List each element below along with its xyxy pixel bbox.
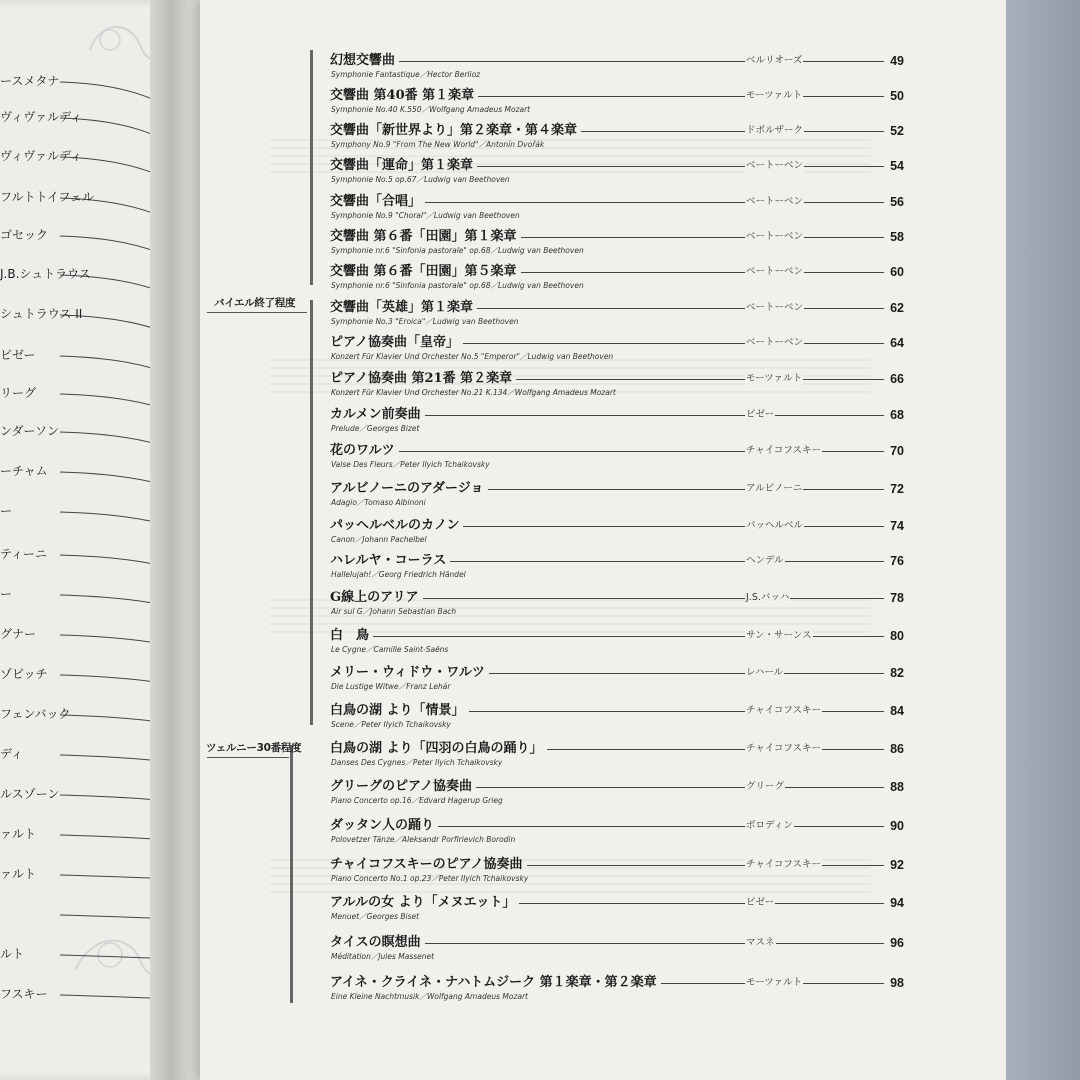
toc-entry[interactable] xyxy=(330,264,904,298)
entry-subtitle: Valse Des Fleurs／Peter Ilyich Tchaikovsky xyxy=(331,460,490,469)
entry-title: タイスの瞑想曲 xyxy=(330,935,421,950)
entry-title: 交響曲「運命」第１楽章 xyxy=(330,158,474,173)
left-entry-title: ディ xyxy=(0,747,24,761)
entry-composer: ベートーベン xyxy=(746,160,804,171)
left-entry-title: ァルト xyxy=(0,827,37,841)
leader-line xyxy=(547,749,884,750)
left-entry-title: ルスゾーン xyxy=(0,787,60,801)
toc-entry[interactable] xyxy=(330,53,904,87)
leader-line xyxy=(438,826,884,827)
entry-page-number: 82 xyxy=(890,666,904,680)
leader-line xyxy=(463,343,884,344)
entry-page-number: 70 xyxy=(890,444,904,458)
entry-subtitle: Symphonie No.40 K.550／Wolfgang Amadeus Mozart xyxy=(331,105,531,114)
entry-subtitle: Symphonie nr.6 "Sinfonia pastorale" op.68／Ludwig van Beethoven xyxy=(331,246,584,255)
leader-line xyxy=(519,903,884,904)
entry-subtitle: Polovetzer Tänze／Aleksandr Porfirievich Borodin xyxy=(331,835,516,844)
entry-title: 交響曲「合唱」 xyxy=(330,194,422,209)
entry-page-number: 86 xyxy=(890,742,904,756)
toc-entry[interactable] xyxy=(330,818,904,852)
desk-background xyxy=(1006,0,1080,1080)
entry-page-number: 64 xyxy=(890,336,904,350)
entry-page-number: 90 xyxy=(890,819,904,833)
entry-title: 白鳥の湖 より「四羽の白鳥の踊り」 xyxy=(330,741,543,756)
entry-title: 幻想交響曲 xyxy=(330,53,396,68)
leader-line xyxy=(476,787,884,788)
entry-subtitle: Eine Kleine Nachtmusik／Wolfgang Amadeus Mozart xyxy=(331,992,528,1001)
toc-entry[interactable] xyxy=(330,895,904,929)
entry-title: ピアノ協奏曲「皇帝」 xyxy=(330,335,459,350)
toc-entry[interactable] xyxy=(330,975,904,1009)
left-entry-title: ビゼー xyxy=(0,348,36,362)
entry-composer: ビゼー xyxy=(746,409,775,420)
leader-line xyxy=(488,489,884,490)
entry-page-number: 74 xyxy=(890,519,904,533)
entry-composer: チャイコフスキー xyxy=(746,743,821,754)
toc-entry[interactable] xyxy=(330,371,904,405)
left-entry-title: ァルト xyxy=(0,867,37,881)
entry-subtitle: Symphonie nr.6 "Sinfonia pastorale" op.68／Ludwig van Beethoven xyxy=(331,281,584,290)
leader-line xyxy=(489,673,884,674)
leader-line xyxy=(477,166,884,167)
entry-composer: ベートーベン xyxy=(746,337,804,348)
entry-page-number: 96 xyxy=(890,936,904,950)
leader-line xyxy=(463,526,884,527)
toc-entry[interactable] xyxy=(330,857,904,891)
entry-subtitle: Konzert Für Klavier Und Orchester No.5 "Emperor"／Ludwig van Beethoven xyxy=(331,352,614,361)
entry-subtitle: Konzert Für Klavier Und Orchester No.21 K.134／Wolfgang Amadeus Mozart xyxy=(331,388,616,397)
entry-composer: パッヘルベル xyxy=(746,520,804,531)
toc-entry[interactable] xyxy=(330,88,904,122)
entry-composer: ボロディン xyxy=(746,820,793,831)
entry-subtitle: Adagio／Tomaso Albinoni xyxy=(331,498,426,507)
entry-composer: チャイコフスキー xyxy=(746,705,821,716)
toc-entry[interactable] xyxy=(330,665,904,699)
entry-composer: チャイコフスキー xyxy=(746,445,821,456)
entry-composer: サン・サーンス xyxy=(746,630,812,641)
toc-entry[interactable] xyxy=(330,407,904,441)
entry-title: アルルの女 より「メヌエット」 xyxy=(330,895,516,910)
entry-page-number: 78 xyxy=(890,591,904,605)
left-entry-title: シュトラウス II xyxy=(0,307,83,321)
level-bracket-czerny xyxy=(290,745,293,1003)
leader-line xyxy=(521,272,884,273)
entry-subtitle: Prelude／Georges Bizet xyxy=(331,424,420,433)
entry-page-number: 58 xyxy=(890,230,904,244)
left-entry-title: フルトトイフェル xyxy=(0,190,94,204)
entry-composer: チャイコフスキー xyxy=(746,859,821,870)
entry-composer: ベートーベン xyxy=(746,231,804,242)
entry-subtitle: Menuet／Georges Biset xyxy=(331,912,420,921)
entry-page-number: 52 xyxy=(890,124,904,138)
entry-title: 交響曲 第６番「田園」第１楽章 xyxy=(330,229,517,244)
entry-composer: グリーグ xyxy=(746,781,785,792)
leader-line xyxy=(423,598,884,599)
left-entry-title: ゾビッチ xyxy=(0,667,48,681)
toc-entry[interactable] xyxy=(330,481,904,515)
entry-page-number: 94 xyxy=(890,896,904,910)
leader-line xyxy=(527,865,884,866)
leader-line xyxy=(425,415,884,416)
toc-entry[interactable] xyxy=(330,518,904,552)
leader-line xyxy=(477,308,884,309)
leader-line xyxy=(516,379,884,380)
entry-composer: モーツァルト xyxy=(746,977,803,988)
leader-line xyxy=(425,943,884,944)
left-entry-title: フスキー xyxy=(0,987,48,1001)
left-entry-title: グナー xyxy=(0,627,37,641)
entry-composer: ビゼー xyxy=(746,897,775,908)
entry-title: カルメン前奏曲 xyxy=(330,407,421,422)
entry-page-number: 84 xyxy=(890,704,904,718)
toc-entry[interactable] xyxy=(330,741,904,775)
entry-title: 交響曲「新世界より」第２楽章・第４楽章 xyxy=(330,123,578,138)
entry-subtitle: Canon／Johann Pachelbel xyxy=(331,535,427,544)
entry-subtitle: Symphony No.9 "From The New World"／Antonín Dvořák xyxy=(331,140,545,149)
entry-title: アルビノーニのアダージョ xyxy=(330,481,484,496)
entry-composer: アルビノーニ xyxy=(746,483,803,494)
leader-line xyxy=(399,61,884,62)
toc-entry[interactable] xyxy=(330,443,904,477)
left-entry-title: ーチャム xyxy=(0,464,48,478)
entry-page-number: 62 xyxy=(890,301,904,315)
entry-page-number: 98 xyxy=(890,976,904,990)
entry-subtitle: Méditation／Jules Massenet xyxy=(331,952,435,961)
entry-page-number: 80 xyxy=(890,629,904,643)
entry-title: 白鳥の湖 より「情景」 xyxy=(330,703,465,718)
entry-composer: ベートーベン xyxy=(746,302,804,313)
leader-line xyxy=(425,202,884,203)
toc-entry[interactable] xyxy=(330,123,904,157)
left-entry-title: ー xyxy=(0,504,13,518)
entry-composer: ヘンデル xyxy=(746,555,784,566)
entry-subtitle: Hallelujah!／Georg Friedrich Händel xyxy=(331,570,466,579)
level-label-rule-czerny xyxy=(207,757,289,758)
entry-subtitle: Die Lustige Witwe／Franz Lehár xyxy=(331,682,451,691)
entry-page-number: 72 xyxy=(890,482,904,496)
toc-entry[interactable] xyxy=(330,628,904,662)
entry-title: ピアノ協奏曲 第21番 第２楽章 xyxy=(330,371,513,386)
entry-title: 交響曲「英雄」第１楽章 xyxy=(330,300,474,315)
leader-line xyxy=(581,131,884,132)
entry-subtitle: Symphonie No.5 op.67／Ludwig van Beethoven xyxy=(331,175,510,184)
entry-title: グリーグのピアノ協奏曲 xyxy=(330,779,472,794)
entry-subtitle: Danses Des Cygnes／Peter Ilyich Tchaikovsky xyxy=(331,758,503,767)
toc-entry[interactable] xyxy=(330,779,904,813)
entry-title: G線上のアリア xyxy=(330,590,419,605)
left-entry-title: ー xyxy=(0,587,13,601)
entry-page-number: 56 xyxy=(890,195,904,209)
entry-title: 交響曲 第６番「田園」第５楽章 xyxy=(330,264,517,279)
left-entry-title: リーグ xyxy=(0,386,37,400)
entry-subtitle: Piano Concerto No.1 op.23／Peter Ilyich Tchaikovsky xyxy=(331,874,529,883)
left-entry-title: ヴィヴァルディ xyxy=(0,110,83,124)
entry-composer: レハール xyxy=(746,667,784,678)
entry-page-number: 54 xyxy=(890,159,904,173)
toc-entry[interactable] xyxy=(330,335,904,369)
level-bracket-beyer xyxy=(310,300,313,725)
entry-composer: ベートーベン xyxy=(746,266,804,277)
entry-title: 白 鳥 xyxy=(330,628,370,643)
left-entry-title: ースメタナ xyxy=(0,74,60,88)
entry-title: チャイコフスキーのピアノ協奏曲 xyxy=(330,857,523,872)
entry-title: アイネ・クライネ・ナハトムジーク 第１楽章・第２楽章 xyxy=(330,975,657,990)
entry-page-number: 50 xyxy=(890,89,904,103)
toc-entry[interactable] xyxy=(330,229,904,263)
leader-line xyxy=(450,561,884,562)
entry-composer: J.S.バッハ xyxy=(746,592,790,603)
entry-title: 交響曲 第40番 第１楽章 xyxy=(330,88,475,103)
entry-page-number: 68 xyxy=(890,408,904,422)
left-entry-title: ティーニ xyxy=(0,547,48,561)
toc-entry[interactable] xyxy=(330,194,904,228)
entry-composer: モーツァルト xyxy=(746,90,803,101)
toc-entry[interactable] xyxy=(330,590,904,624)
entry-composer: ベートーベン xyxy=(746,196,804,207)
entry-subtitle: Scene／Peter Ilyich Tchaikovsky xyxy=(331,720,451,729)
leader-line xyxy=(521,237,884,238)
entry-subtitle: Le Cygne／Camille Saint-Saëns xyxy=(331,645,449,654)
level-bracket-upper xyxy=(310,50,313,285)
entry-title: パッヘルベルのカノン xyxy=(330,518,460,533)
entry-composer: モーツァルト xyxy=(746,373,803,384)
entry-subtitle: Piano Concerto op.16／Edvard Hagerup Grieg xyxy=(331,796,503,805)
leader-line xyxy=(478,96,884,97)
level-label-czerny: ツェルニー30番程度 xyxy=(206,742,302,754)
entry-subtitle: Symphonie Fantastique／Hector Berlioz xyxy=(331,70,481,79)
entry-page-number: 49 xyxy=(890,54,904,68)
entry-composer: マスネ xyxy=(746,937,775,948)
toc-entry[interactable] xyxy=(330,553,904,587)
entry-composer: ベルリオーズ xyxy=(746,55,803,66)
left-entry-title: J.B.シュトラウス xyxy=(0,267,91,281)
toc-entry[interactable] xyxy=(330,703,904,737)
entry-page-number: 88 xyxy=(890,780,904,794)
entry-page-number: 92 xyxy=(890,858,904,872)
entry-page-number: 66 xyxy=(890,372,904,386)
entry-composer: ドボルザーク xyxy=(746,125,804,136)
left-entry-title: ンダーソン xyxy=(0,424,60,438)
entry-subtitle: Symphonie No.9 "Choral"／Ludwig van Beethoven xyxy=(331,211,520,220)
left-entry-title: ルト xyxy=(0,947,25,961)
entry-page-number: 60 xyxy=(890,265,904,279)
entry-title: ハレルヤ・コーラス xyxy=(330,553,447,568)
entry-title: ダッタン人の踊り xyxy=(330,818,435,833)
left-entry-title: ヴィヴァルディ xyxy=(0,149,83,163)
entry-title: メリー・ウィドウ・ワルツ xyxy=(330,665,485,680)
left-entry-title: フェンバック xyxy=(0,707,71,721)
left-entry-title: ゴセック xyxy=(0,228,49,242)
entry-subtitle: Symphonie No.3 "Eroica"／Ludwig van Beethoven xyxy=(331,317,519,326)
entry-subtitle: Air sul G／Johann Sebastian Bach xyxy=(331,607,457,616)
level-label-rule-beyer xyxy=(207,312,307,313)
toc-entry[interactable] xyxy=(330,935,904,969)
entry-title: 花のワルツ xyxy=(330,443,395,458)
entry-page-number: 76 xyxy=(890,554,904,568)
toc-entry[interactable] xyxy=(330,300,904,334)
toc-entry[interactable] xyxy=(330,158,904,192)
level-label-beyer: バイエル終了程度 xyxy=(214,297,296,309)
